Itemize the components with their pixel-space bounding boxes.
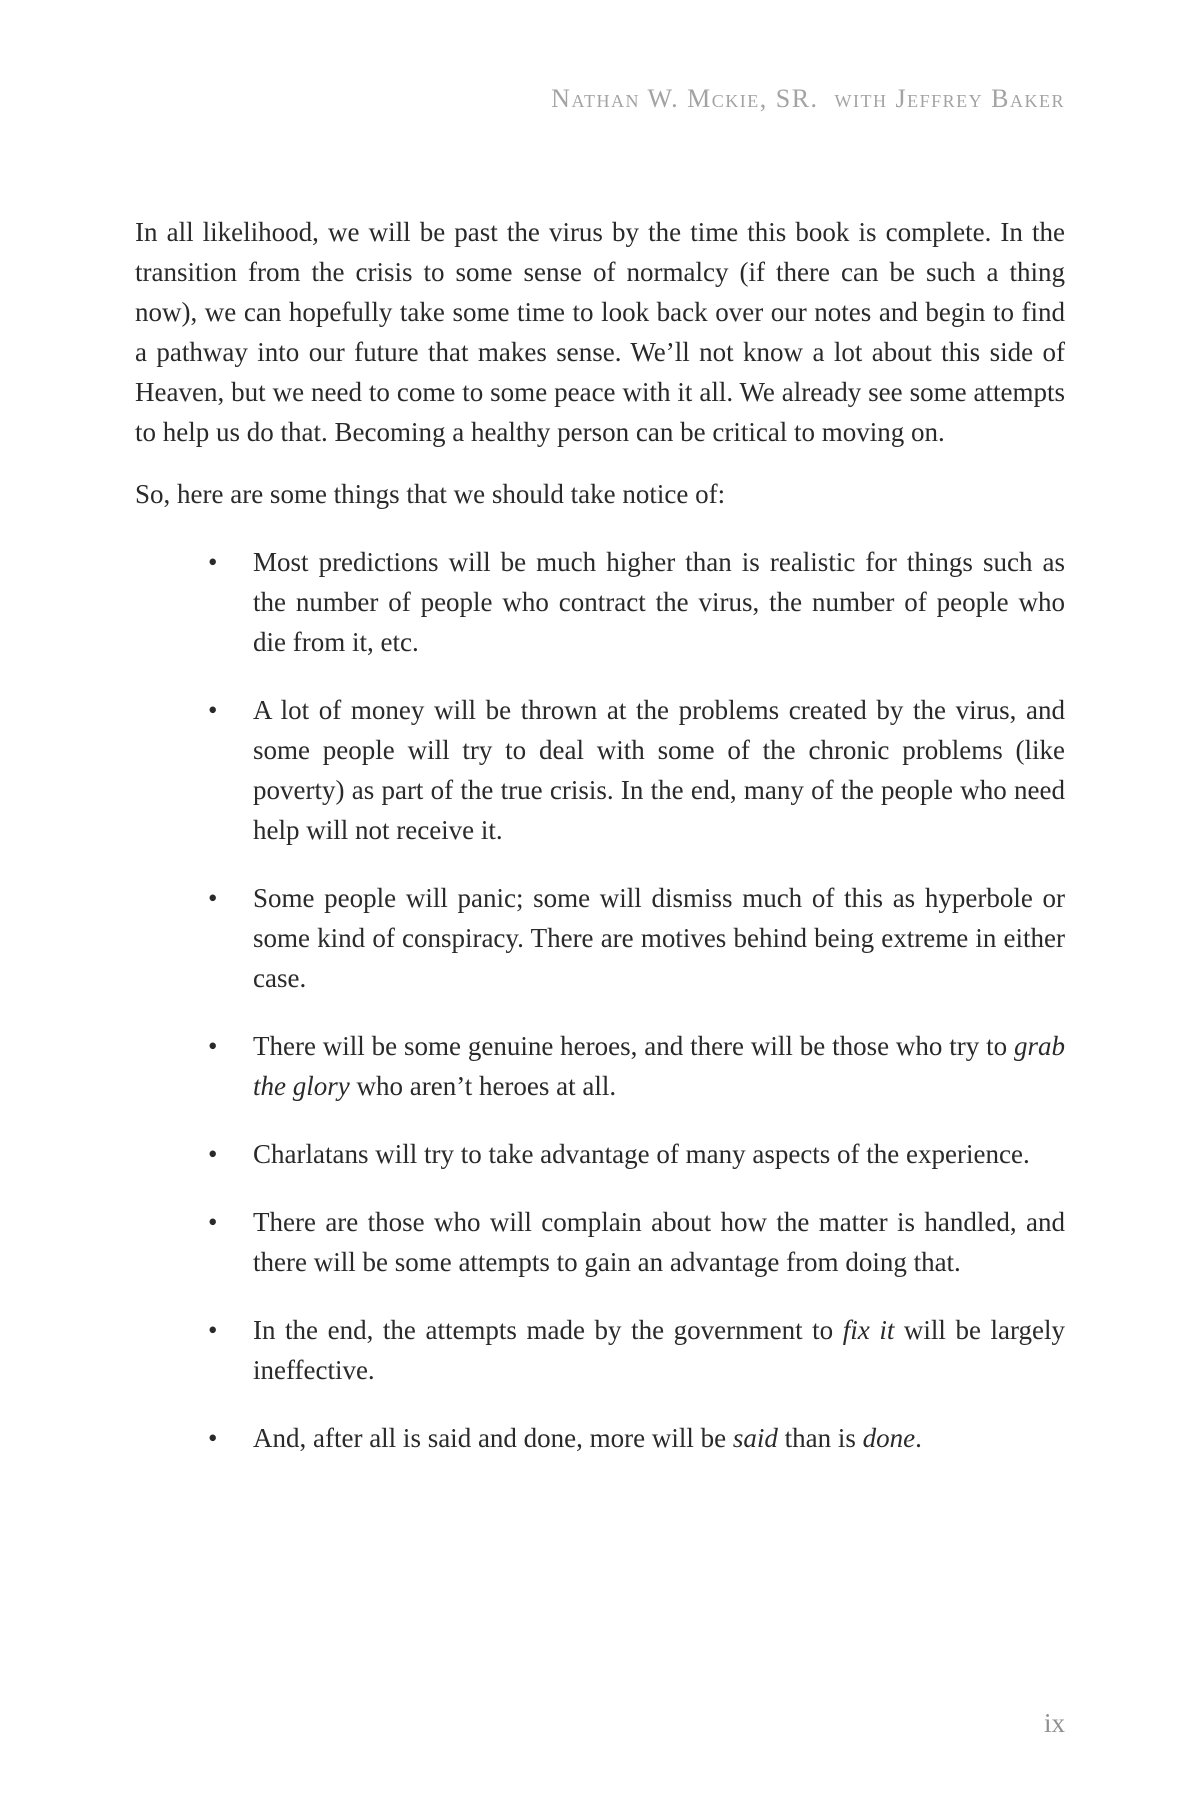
bullet-icon: • xyxy=(208,1139,218,1169)
bullet-text: A lot of money will be thrown at the problems created by the virus, and some people will try to deal with some of the chronic problems (like poverty) as part of the true crisis. In the end, many of the people who need help will not receive it. xyxy=(253,695,1065,845)
bullet-icon: • xyxy=(208,1031,218,1061)
bullet-item xyxy=(135,878,1065,998)
bullet-icon: • xyxy=(208,547,218,577)
notice-list xyxy=(135,542,1065,1458)
bullet-item xyxy=(135,1418,1065,1458)
bullet-item xyxy=(135,1310,1065,1390)
bullet-text: Charlatans will try to take advantage of many aspects of the experience. xyxy=(253,1139,1030,1169)
header-author-text: Nathan W. Mckie, SR. with Jeffrey Baker xyxy=(551,84,1065,113)
bullet-icon: • xyxy=(208,1207,218,1237)
bullet-text: And, after all is said and done, more will be said than is done. xyxy=(253,1423,922,1453)
bullet-item xyxy=(135,542,1065,662)
bullet-text: Some people will panic; some will dismiss much of this as hyperbole or some kind of conspiracy. There are motives behind being extreme in either case. xyxy=(253,883,1065,993)
bullet-item xyxy=(135,1026,1065,1106)
bullet-text: There are those who will complain about how the matter is handled, and there will be some attempts to gain an advantage from doing that. xyxy=(253,1207,1065,1277)
paragraph-intro: In all likelihood, we will be past the virus by the time this book is complete. In the transition from the crisis to some sense of normalcy (if there can be such a thing now), we can hopefully take some time to look back over our notes and begin to find a pathway into our future that makes sense. We’ll not know a lot about this side of Heaven, but we need to come to some peace with it all. We already see some attempts to help us do that. Becoming a healthy person can be critical to moving on. xyxy=(135,217,1065,447)
bullet-text: Most predictions will be much higher than is realistic for things such as the number of people who contract the virus, the number of people who die from it, etc. xyxy=(253,547,1065,657)
paragraph-lead-in: So, here are some things that we should take notice of: xyxy=(135,479,726,509)
page-number: ix xyxy=(1043,1708,1065,1738)
bullet-item xyxy=(135,690,1065,850)
running-header xyxy=(135,48,1065,150)
bullet-icon: • xyxy=(208,1423,218,1453)
page-body xyxy=(135,212,1065,1458)
bullet-icon: • xyxy=(208,695,218,725)
bullet-icon: • xyxy=(208,1315,218,1345)
bullet-item xyxy=(135,1202,1065,1282)
bullet-icon: • xyxy=(208,883,218,913)
bullet-text: In the end, the attempts made by the government to fix it will be largely ineffective. xyxy=(253,1315,1065,1385)
bullet-item xyxy=(135,1134,1065,1174)
bullet-text: There will be some genuine heroes, and there will be those who try to grab the glory who aren’t heroes at all. xyxy=(253,1031,1065,1101)
